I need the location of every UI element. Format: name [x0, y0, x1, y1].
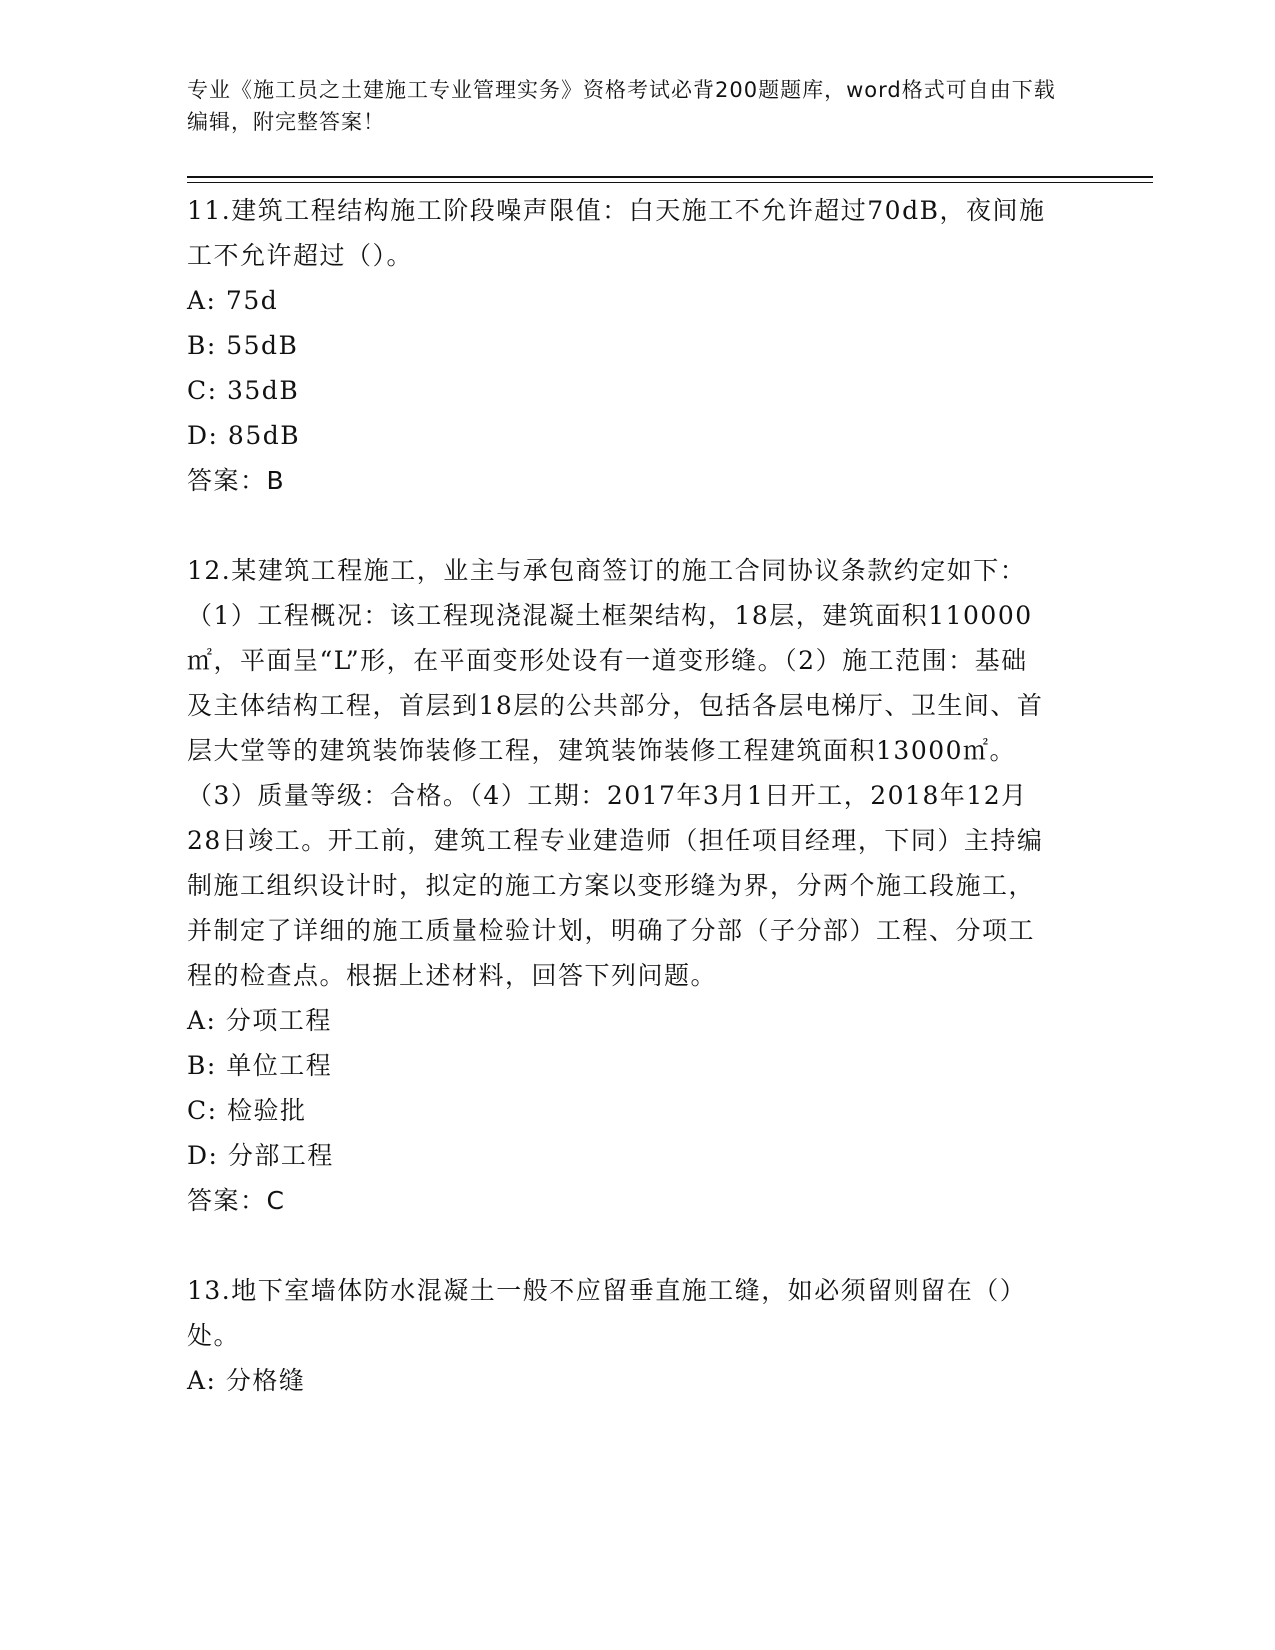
question-stem: 12.某建筑工程施工，业主与承包商签订的施工合同协议条款约定如下：（1）工程概况：该工程现浇混凝土框架结构，18层，建筑面积110000㎡，平面呈“L”形，在平面变形处设有一道变形缝。（2）施工范围：基础及主体结构工程，首层到18层的公共部分，包括各层电梯厅、卫生间、首层大堂等的建筑装饰装修工程，建筑装饰装修工程建筑面积13000㎡。（3）质量等级：合格。（4）工期：2017年3月1日开工，2018年12月28日竣工。开工前，建筑工程专业建造师（担任项目经理，下同）主持编制施工组织设计时，拟定的施工方案以变形缝为界，分两个施工段施工，并制定了详细的施工质量检验计划，明确了分部（子分部）工程、分项工程的检查点。根据上述材料，回答下列问题。	[187, 556, 1044, 990]
option-c: C: 检验批	[187, 1096, 307, 1125]
question-spacer	[187, 503, 1087, 548]
question-spacer	[187, 1223, 1087, 1268]
header-divider-thick	[187, 176, 1153, 178]
header-divider-thin	[187, 182, 1153, 183]
question-stem: 13.地下室墙体防水混凝土一般不应留垂直施工缝，如必须留则留在（）处。	[187, 1276, 1027, 1350]
document-header: 专业《施工员之土建施工专业管理实务》资格考试必背200题题库，word格式可自由下载编辑，附完整答案！	[187, 78, 1056, 134]
option-b: B: 单位工程	[187, 1051, 333, 1080]
answer-line: 答案：C	[187, 1186, 286, 1215]
option-b: B: 55dB	[187, 331, 299, 360]
question-stem: 11.建筑工程结构施工阶段噪声限值：白天施工不允许超过70dB，夜间施工不允许超过（）。	[187, 196, 1046, 270]
option-a: A: 分项工程	[187, 1006, 332, 1035]
option-a: A: 分格缝	[187, 1366, 306, 1395]
question-11	[187, 188, 1087, 503]
option-a: A: 75d	[187, 286, 279, 315]
option-d: D: 85dB	[187, 421, 301, 450]
question-list	[187, 188, 1087, 1403]
answer-line: 答案：B	[187, 466, 286, 495]
option-c: C: 35dB	[187, 376, 300, 405]
question-13	[187, 1268, 1087, 1403]
option-d: D: 分部工程	[187, 1141, 334, 1170]
question-12	[187, 548, 1087, 1223]
